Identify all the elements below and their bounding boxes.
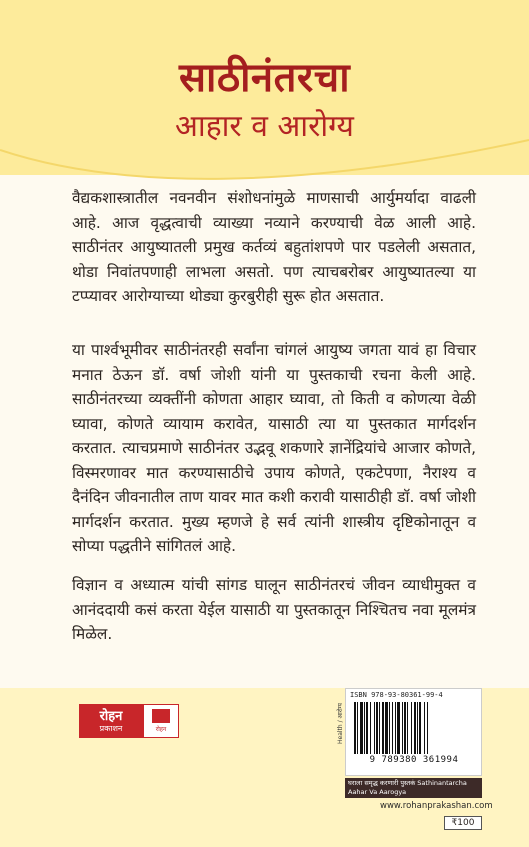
blurb-paragraph-3: विज्ञान व अध्यात्म यांची सांगड घालून साठीनंतरचं जीवन व्याधीमुक्त व आनंददायी कसं करता येईल यासाठी या पुस्तकातून निश्चितच नवा मूलमंत्र मिळेल. [72, 576, 476, 643]
logo-sub: प्रकाशन [99, 723, 123, 733]
barcode-icon [352, 702, 476, 754]
barcode-bar [417, 702, 418, 754]
barcode-bar [389, 702, 390, 754]
barcode-bar [427, 702, 428, 754]
barcode-bar [366, 702, 368, 754]
barcode-bar [404, 702, 406, 754]
barcode-bar [411, 702, 412, 754]
barcode-bar [382, 702, 384, 754]
series-subline: घराला समृद्ध करणारी पुस्तकं Sathinantarcha Aahar Va Aarogya [345, 778, 482, 798]
book-title: साठीनंतरचा [178, 55, 351, 101]
category-label: Health / आरोग्य [337, 703, 344, 744]
barcode-bar [360, 702, 363, 754]
logo-name: रोहन [99, 708, 123, 724]
barcode-bar [376, 702, 378, 754]
barcode-bar [392, 702, 393, 754]
barcode-bar [395, 702, 396, 754]
barcode-bar [402, 702, 403, 754]
isbn-digits: 9 789380 361994 [369, 755, 459, 765]
price-tag: ₹100 [444, 816, 482, 830]
barcode-bar [374, 702, 375, 754]
barcode-bar [379, 702, 380, 754]
barcode-bar [385, 702, 388, 754]
barcode-bar [354, 702, 356, 754]
barcode-bar [414, 702, 416, 754]
publisher-logo [79, 704, 179, 738]
isbn-barcode-box [345, 688, 482, 776]
blurb-paragraph-2: या पार्श्वभूमीवर साठीनंतरही सर्वांना चांगलं आयुष्य जगता यावं हा विचार मनात ठेऊन डॉ. वर्षा जोशी यांनी या पुस्तकाची रचना केली आहे. साठीनंतरच्या व्यक्तींनी कोणता आहार घ्यावा, तो किती व कोणत्या वेळी घ्यावा, कोणते व्यायाम करावेत, यासाठी त्या या पुस्तकात मार्गदर्शन करतात. त्याचप्रमाणे साठीनंतर उद्भवू शकणारे ज्ञानेंद्रियांचे आजार कोणते, विस्मरणावर मात करण्यासाठीचे उपाय कोणते, एकटेपणा, नैराश्य व दैनंदिन जीवनातील ताण यावर मात कशी करावी यासाठीही डॉ. वर्षा जोशी मार्गदर्शन करतात. मुख्य म्हणजे हे सर्व त्यांनी शास्त्रीय दृष्टिकोनातून व सोप्या पद्धतीने सांगितलं आहे. [72, 341, 476, 555]
book-icon [152, 709, 170, 723]
blurb-paragraph-1: वैद्यकशास्त्रातील नवनवीन संशोधनांमुळे माणसाची आर्युमर्यादा वाढली आहे. आज वृद्धत्वाची व्याख्या नव्याने करण्याची वेळ आली आहे. साठीनंतर आयुष्यातली प्रमुख कर्तव्यं बहुतांशपणे पार पडलेली असतात, थोडा निवांतपणाही लाभला असतो. पण त्याचबरोबर आयुष्यातल्या या टप्प्यावर आरोग्याच्या थोड्या कुरबुरीही सुरू होत असतात. [72, 189, 476, 305]
publisher-website: www.rohanprakashan.com [380, 801, 493, 811]
logo-left [79, 704, 143, 738]
barcode-bar [370, 702, 371, 754]
barcode-bar [397, 702, 400, 754]
barcode-bar [364, 702, 365, 754]
book-subtitle: आहार व आरोग्य [175, 109, 354, 144]
barcode-bar [407, 702, 408, 754]
logo-right [143, 704, 179, 738]
barcode-bar [419, 702, 421, 754]
barcode-bar [424, 702, 425, 754]
logo-alt: रोहन [155, 726, 167, 733]
isbn-text: ISBN 978-93-80361-99-4 [350, 691, 443, 699]
barcode-bar [357, 702, 358, 754]
